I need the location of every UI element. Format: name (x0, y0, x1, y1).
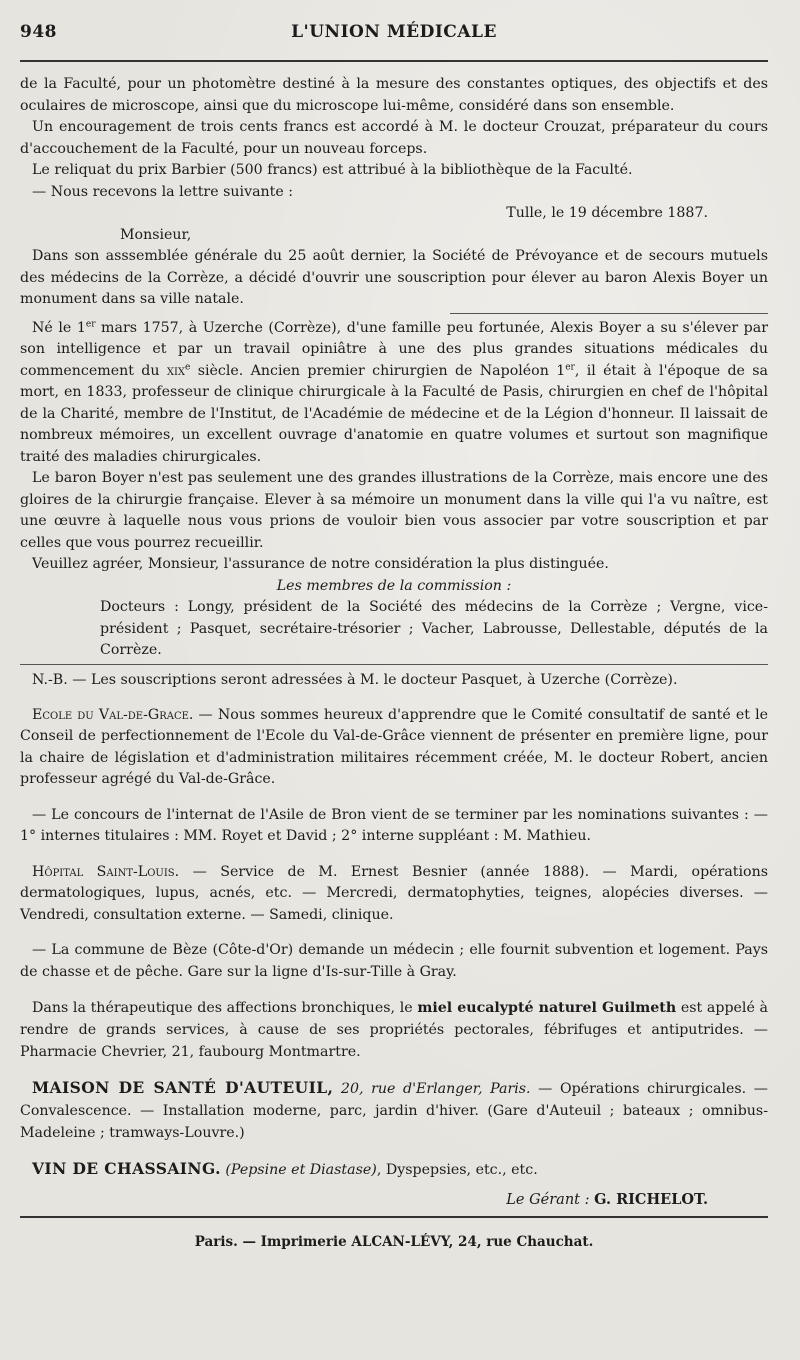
paragraph-beze: — La commune de Bèze (Côte-d'Or) demande un médecin ; elle fournit subvention et logement. Pays de chasse et de pêche. Gare sur la ligne d'Is-sur-Tille à Gray. (20, 942, 768, 980)
ad-auteuil: MAISON DE SANTÉ D'AUTEUIL, 20, rue d'Erlanger, Paris. — Opérations chirurgicales. — Convalescence. — Installation moderne, parc, jardin d'hiver. (Gare d'Auteuil ; bateaux ; omnibus-Madeleine ; tramways-Louvre.) (20, 1078, 768, 1141)
paragraph-lettre-intro: — Nous recevons la lettre suivante : (32, 183, 294, 200)
letter-salutation: Monsieur, (120, 226, 192, 243)
paragraph-barbier: Le reliquat du prix Barbier (500 francs) est attribué à la bibliothèque de la Faculté. (32, 162, 633, 178)
page-header (20, 22, 768, 50)
letter-paragraph-4: Veuillez agréer, Monsieur, l'assurance de notre considération la plus distinguée. (32, 556, 609, 572)
section-rule (20, 664, 768, 665)
commission-heading: Les membres de la commission : (276, 577, 512, 594)
page-number: 948 (20, 22, 57, 42)
nb-souscriptions: N.-B. — Les souscriptions seront adressées à M. le docteur Pasquet, à Uzerche (Corrèze). (32, 671, 678, 688)
letter-paragraph-1: Dans son asssemblée générale du 25 août dernier, la Société de Prévoyance et de secours mutuels des médecins de la Corrèze, a décidé d'ouvrir une souscription pour élever au baron Alexis Boyer un monument dans sa ville natale. (20, 248, 768, 307)
imprint-line: Paris. — Imprimerie ALCAN-LÉVY, 24, rue Chauchat. (194, 1234, 594, 1250)
paragraph-bron: — Le concours de l'internat de l'Asile de Bron vient de se terminer par les nominations suivantes : — 1° internes titulaires : MM. Royet et David ; 2° interne suppléant : M. Mathieu. (20, 806, 768, 844)
paragraph-saint-louis: Hôpital Saint-Louis. — Service de M. Ernest Besnier (année 1888). — Mardi, opérations dermatologiques, lupus, acnés, etc. — Mercredi, dermatophyties, teignes, alopécies diverses. — Vendredi, consultation externe. — Samedi, clinique. (20, 863, 768, 923)
header-rule (20, 60, 768, 62)
letter-paragraph-3: Le baron Boyer n'est pas seulement une des grandes illustrations de la Corrèze, mais encore une des gloires de la chirurgie française. Elever à sa mémoire un monument dans la ville qui l'a vu naître, est une œuvre à laquelle nous vous prions de vouloir bien vous associer par votre souscription et par celles que vous pourrez recueillir. (20, 470, 768, 551)
ad-chassaing: VIN DE CHASSAING. (Pepsine et Diastase), Dyspepsies, etc., etc. (32, 1159, 538, 1178)
paragraph-val-de-grace: Ecole du Val-de-Grace. — Nous sommes heureux d'apprendre que le Comité consultatif de santé et le Conseil de perfectionnement de l'Ecole du Val-de-Grâce viennent de présenter en première ligne, pour la chaire de législation et d'administration militaires récemment créée, M. le docteur Robert, ancien professeur agrégé du Val-de-Grâce. (20, 706, 769, 787)
letter-dateline: Tulle, le 19 décembre 1887. (506, 205, 708, 221)
ad-eucalypte: Dans la thérapeutique des affections bronchiques, le miel eucalypté naturel Guilmeth est appelé à rendre de grands services, à cause de ses propriétés pectorales, fébrifuges et antiputrides. — Pharmacie Chevrier, 21, faubourg Montmartre. (20, 1000, 768, 1060)
paragraph-photometre: de la Faculté, pour un photomètre destiné à la mesure des constantes optiques, des objectifs et des oculaires de microscope, ainsi que du microscope lui-même, considéré dans son ensemble. (20, 76, 768, 114)
journal-title: L'UNION MÉDICALE (291, 22, 497, 42)
underline-rule (450, 313, 768, 314)
letter-paragraph-2: Né le 1er mars 1757, à Uzerche (Corrèze), d'une famille peu fortunée, Alexis Boyer a su s'élever par son intelligence et par un travail opiniâtre à une des plus grandes situations médicales du commencement du xix$^e$ siècle. Ancien premier chirurgien de Napoléon 1er, il était à l'époque de sa mort, en 1833, professeur de clinique chirurgicale à la Faculté de Pasis, chirurgien en chef de l'hôpital de la Charité, membre de l'Institut, de l'Académie de médecine et de la Légion d'honneur. Il laissait de nombreux mémoires, un excellent ouvrage d'anatomie en quatre volumes et surtout son magnifique traité des maladies chirurgicales. (20, 318, 769, 465)
gerant-signature: Le Gérant : G. RICHELOT. (506, 1191, 708, 1208)
commission-members: Docteurs : Longy, président de la Société des médecins de la Corrèze ; Vergne, vice-président ; Pasquet, secrétaire-trésorier ; Vacher, Labrousse, Dellestable, députés de la Corrèze. (100, 599, 768, 658)
paragraph-crouzat: Un encouragement de trois cents francs est accordé à M. le docteur Crouzat, préparateur du cours d'accouchement de la Faculté, pour un nouveau forceps. (20, 119, 768, 157)
footer-rule (20, 1216, 768, 1218)
